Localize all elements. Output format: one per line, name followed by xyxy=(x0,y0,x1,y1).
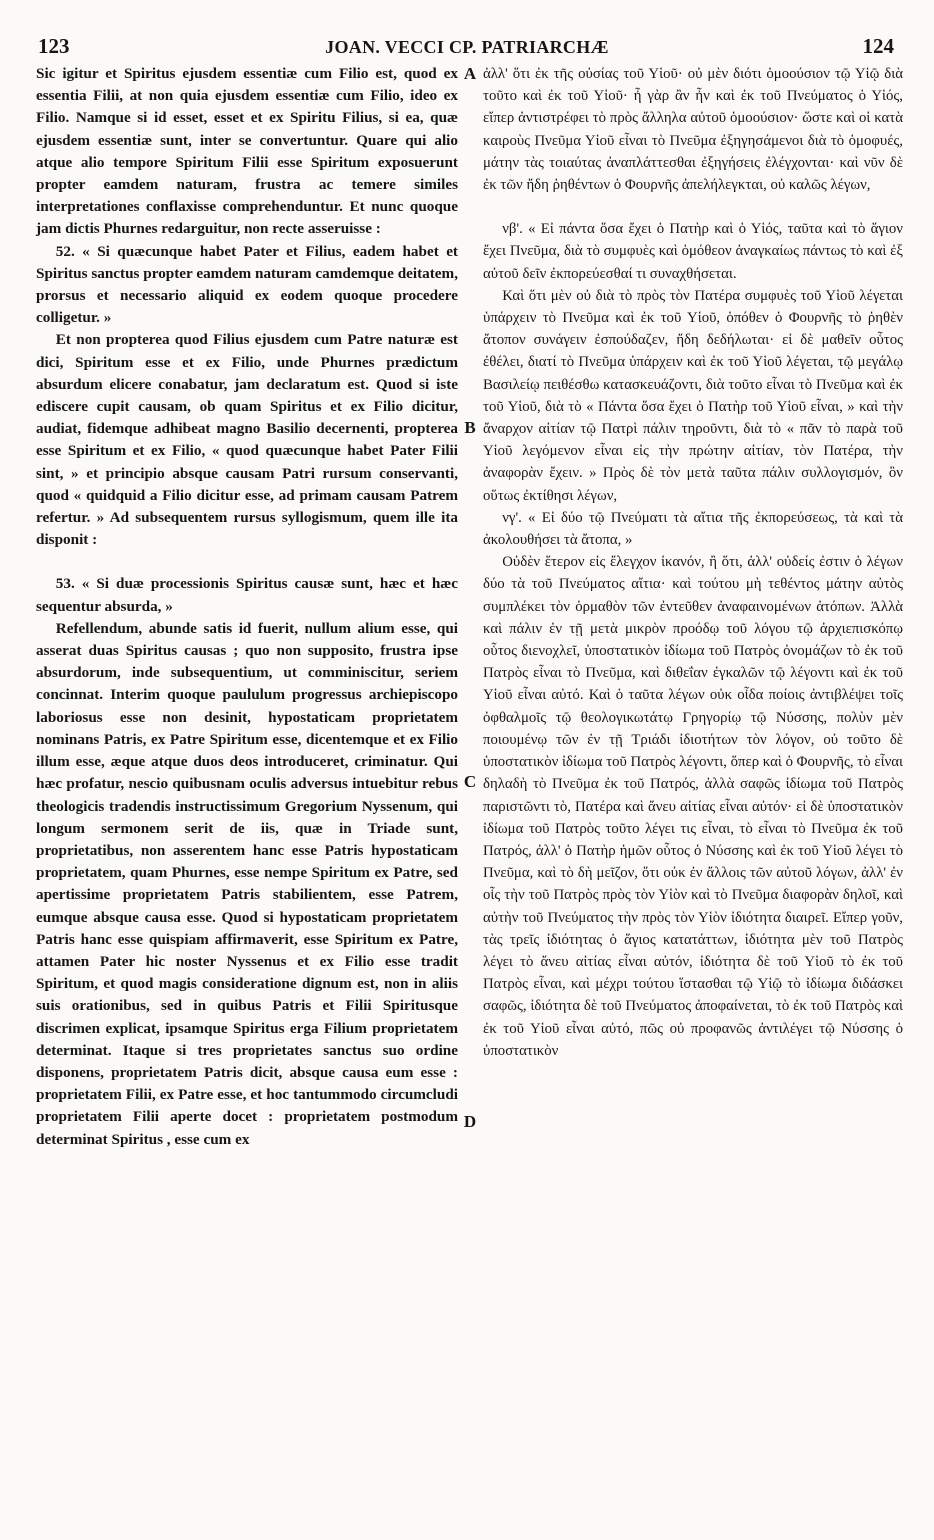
page-number-right: 124 xyxy=(862,34,894,58)
greek-paragraph: νγ'. « Εἰ δύο τῷ Πνεύματι τὰ αἴτια τῆς ἐκπορεύσεως, τὰ καὶ τὰ ἀκολουθήσει τὰ ἄτοπα, » xyxy=(483,509,903,549)
page-number-left: 123 xyxy=(38,34,70,58)
greek-paragraph: Οὐδὲν ἕτερον εἰς ἔλεγχον ἱκανόν, ἢ ὅτι, ἀλλ' οὐδείς ἐστιν ὁ λέγων δύο τὰ τοῦ Πνεύματος αἴτια· καὶ τούτου μὴ τεθέντος μάτην αὐτὸς συμπλέκει τὸν ὁρμαθὸν τῶν ἐντεῦθεν ἀναφαινομένων ἀτόπων. Ἀλλὰ καὶ πάλιν ἐν τῇ μετὰ μικρὸν προόδῳ τοῦ λόγου τῷ ἀρχιεπισκόπῳ οὗτος διενοχλεῖ, ὑποστατικὸν ἰδίωμα τοῦ Πατρὸς ὀνομάζων τὸ ἐκ τοῦ Πατρὸς εἶναι τὸ Πνεῦμα, καὶ διθεΐαν ἐγκαλῶν τῷ λέγοντι καὶ ἐκ τοῦ Υἱοῦ εἶναι αὐτό. Καὶ ὁ ταῦτα λέγων οὐκ οἶδα ποίοις ἀντιβλέψει τοῖς ὀφθαλμοῖς τῷ θεολογικωτάτῳ Γρηγορίῳ τῷ Νύσσης, πολὺν μὲν ποιουμένῳ τῶν ἐν τῇ Τριάδι ἰδιοτήτων τὸν λόγον, οὐ τοῦτο δὲ ὑποστατικὸν ἰδίωμα τοῦ Πατρὸς λέγοντι, ὅπερ καὶ ὁ Φουρνῆς, τὸ εἶναι δηλαδὴ τὸ Πνεῦμα ἐκ τοῦ Πατρός, ἀλλὰ σαφῶς ἰδίωμα τοῦ Πατρὸς παριστῶντι τὸ, Πατέρα καὶ ἄνευ αἰτίας εἶναι αὐτόν· εἰ δὲ ὑποστατικὸν ἰδίωμα τοῦ Πατρὸς τοῦτο λέγει τις εἶναι, τὸ εἶναι τὸ Πνεῦμα ἐκ τοῦ Πατρός, ἀλλ' ὁ Πατὴρ ἡμῶν οὗτος ὁ Νύσσης καὶ ἐκ τοῦ Υἱοῦ λέγει τὸ Πνεῦμα, καὶ τὸ δὴ μεῖζον, ὅτι οὐκ ἐν ἄλλοις τῶν αὐτοῦ λόγων, ἀλλ' ἐν οἷς τὴν τοῦ Πατρὸς πρὸς τὸν Υἱὸν καὶ τὸ Πνεῦμα διαφορὰν δηλοῖ, καὶ αὐτὴν τοῦ Πνεύματος τὴν πρὸς τὸν Υἱὸν ἰδιότητα διαιρεῖ. Εἴπερ γοῦν, τὰς τρεῖς ἰδιότητας ὁ ἅγιος κατατάττων, ἰδιότητα μὲν τοῦ Πατρὸς λέγει τὸ ἄνευ αἰτίας εἶναι αὐτόν, ἰδιότητα δὲ τοῦ Υἱοῦ τὸ ἐκ τοῦ Πατρὸς εἶναι, καὶ μέχρι τούτου ἵστασθαι τῷ Υἱῷ τὸ ἰδίωμα διδάσκει σαφῶς, ἰδιότητα δὲ τοῦ Πνεύματος ἀποφαίνεται, τὸ ἐκ τοῦ Πατρὸς καὶ ἐκ τοῦ Υἱοῦ εἶναι αὐτό, πῶς οὐ προφανῶς ἀντιλέγει τῷ Νύσσης ὁ ὑποστατικὸν xyxy=(483,554,903,1059)
running-title: JOAN. VECCI CP. PATRIARCHÆ xyxy=(325,37,609,57)
latin-paragraph: 53. « Si duæ processionis Spiritus causæ sunt, hæc et hæc sequentur absurda, » xyxy=(36,575,458,615)
greek-paragraph: ἀλλ' ὅτι ἐκ τῆς οὐσίας τοῦ Υἱοῦ· οὐ μὲν διότι ὁμοούσιον τῷ Υἱῷ διὰ τοῦτο καὶ ἐκ τοῦ Υἱοῦ· ἦ γὰρ ἂν ἦν καὶ ἐκ τοῦ Πνεύματος ὁ Υἱός, εἴπερ ἀντιστρέφει τὸ πρὸς ἄλληλα αὐτοῦ ὁμοούσιον· ὥστε καὶ οἱ κατὰ καιροὺς Πνεῦμα Υἱοῦ εἶναι τὸ Πνεῦμα ἐξηγησάμενοι διὰ τὸ ὁμοφυές, μάτην τὰς τοιαύτας ἀναπλάττεσθαι ἐξηγήσεις ἐλέγχονται· καὶ νῦν δὲ ἐκ τῶν ἤδη ῥηθέντων ὁ Φουρνῆς ἀπελήλεγκται, οὐ καλῶς λέγων, xyxy=(483,66,903,194)
latin-paragraph: Sic igitur et Spiritus ejusdem essentiæ cum Filio est, quod ex essentia Filii, at non quia ejusdem essentiæ cum Filio, ideo ex Filio. Namque si id esset, esset et ex Spiritu Filius, si ea, quæ ejusdem essentiæ sunt, inter se convertuntur. Quare qui alio atque alio tempore Spiritum Filii esse Spiritum exposuerunt propter eamdem naturam, frustra ac temere similes interpretationes conflaxisse comprehenduntur. Et nunc quoque jam dictis Phurnes redarguitur, non recte asseruisse : xyxy=(36,65,458,238)
latin-paragraph: Et non propterea quod Filius ejusdem cum Patre naturæ est dici, Spiritum esse et ex Filio, unde Phurnes prædictum absurdum elicere conabatur, jam declaratum est. Quod si iste ediscere cupit causam, ob quam Spiritus et ex Filio dicitur, audiat, fidemque adhibeat magno Basilio decernenti, propterea esse Spiritum et ex Filio, « quod quæcunque habet Pater Filii sint, » et principio absque causam Patri rursum conservanti, quod « quidquid a Filio dicitur esse, ad primam causam Patrem refertur. » Ad subsequentem rursus syllogismum, quem ille ita disponit : xyxy=(36,331,458,549)
greek-column xyxy=(483,63,903,1062)
margin-letter-b: B xyxy=(464,418,476,437)
latin-column xyxy=(36,63,458,1151)
greek-paragraph: Καὶ ὅτι μὲν οὐ διὰ τὸ πρὸς τὸν Πατέρα συμφυὲς τοῦ Υἱοῦ λέγεται ὑπάρχειν τὸ Πνεῦμα καὶ ἐκ τοῦ Υἱοῦ, ὁπόθεν ὁ Φουρνῆς τὸ ῥηθὲν ἄτοπον συνάγειν ἐσπούδαζεν, ἤδη δεδήλωται· εἰ δὲ μαθεῖν οὗτος ἐθέλει, διατί τὸ Πνεῦμα ὑπάρχειν καὶ ἐκ τοῦ Υἱοῦ λέγεται, τῷ μεγάλῳ Βασιλείῳ πειθέσθω κατασκευάζοντι, διὰ τοῦτο εἶναι τὸ Πνεῦμα καὶ ἐκ τοῦ Υἱοῦ, διὰ τὸ « Πάντα ὅσα ἔχει ὁ Πατὴρ τοῦ Υἱοῦ εἶναι, » καὶ τὴν ἄναρχον αἰτίαν τῷ Πατρὶ πάλιν τηροῦντι, διὰ τὸ « πᾶν τὸ παρὰ τοῦ Υἱοῦ λεγόμενον εἶναι εἰς τὴν πρώτην αἰτίαν, τὸν Πατέρα, τὴν ἀναφορὰν ἔχειν. » Πρὸς δὲ τὸν μετὰ ταῦτα πάλιν συλλογισμόν, ὃν οὕτως ἐκτίθησι λέγων, xyxy=(483,287,903,504)
running-header xyxy=(36,34,898,60)
greek-paragraph: νβ'. « Εἰ πάντα ὅσα ἔχει ὁ Πατὴρ καὶ ὁ Υἱός, ταῦτα καὶ τὸ ἅγιον ἔχει Πνεῦμα, διὰ τὸ συμφυὲς καὶ ὁμόθεον ἀναγκαίως πάντως τὸ καὶ ἐξ αὐτοῦ δεῖν ἐκπορεύεσθαί τι συναχθήσεται. xyxy=(483,221,903,282)
margin-letter-c: C xyxy=(463,772,477,791)
margin-letter-d: D xyxy=(463,1112,477,1131)
latin-paragraph: 52. « Si quæcunque habet Pater et Filius, eadem habet et Spiritus sanctus propter eamdem naturam camdemque deitatem, prorsus et necessario aliquid ex eodem quoque procedere colligetur. » xyxy=(36,242,458,327)
margin-letter-a: A xyxy=(463,64,477,83)
latin-paragraph: Refellendum, abunde satis id fuerit, nullum alium esse, qui asserat duas Spiritus causas ; quo non supposito, frustra ipse absurdorum, inde subsequentium, ut comminiscitur, seriem concinnat. Interim quoque paululum progressus archiepiscopo laboriosus esse non desinit, hypostaticam proprietatem nominans Patris, ex Patre Spiritum esse, dicentemque et ex Filio illum esse, æque atque duos deos introduceret, criminatur. Qui hæc profatur, nescio quibusnam oculis adversus intuebitur rebus theologicis tradendis instructissimum Gregorium Nyssenum, qui longum sermonem serit de iis, quæ in Triade sunt, proprietatibus, non asserentem hanc esse Patris hypostaticam proprietatem, quam Phurnes, esse nempe Spiritum ex Patre, sed apertissime proprietatem Patris stabilientem, esse Patrem, eumque absque causa esse. Quod si hypostaticam proprietatem Patris hanc esse quispiam affirmaverit, esse Spiritum ex Patre, attamen Pater hic noster Nyssenus et ex Filio esse tradit Spiritum, et quod magis consideratione dignum est, non in aliis suis orationibus, sed in quibus Patris et Filii Spiritusque discrimen explicat, ipsamque Spiritus erga Filium proprietatem determinat. Itaque si tres proprietates sanctus suo ordine disponens, proprietatem Patris dicit, absque causa eum esse : proprietatem Filii, ex Patre esse, et hoc tantummodo circumcludi proprietatem Filii aperte docet : proprietatem postmodum determinat Spiritus , esse cum ex xyxy=(36,619,458,1148)
